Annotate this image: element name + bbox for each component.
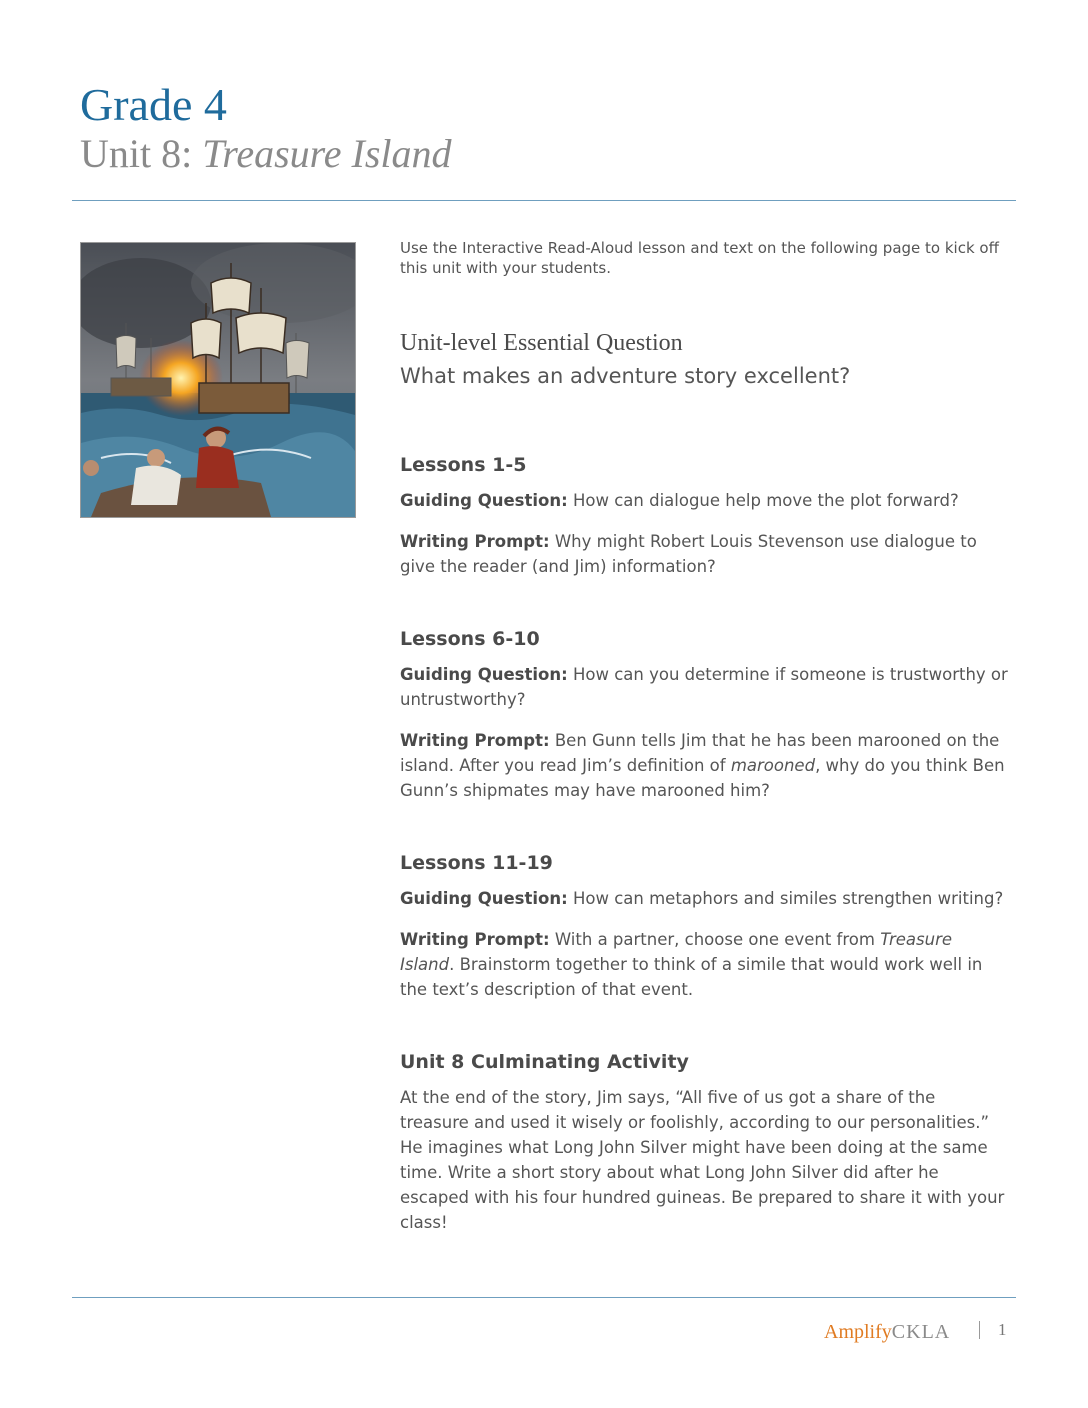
writing-prompt-label: Writing Prompt:: [400, 731, 550, 750]
writing-prompt-label: Writing Prompt:: [400, 532, 550, 551]
writing-prompt: [400, 529, 1008, 579]
section-heading: Lessons 6-10: [400, 628, 540, 650]
section-heading: Unit 8 Culminating Activity: [400, 1051, 689, 1073]
lessons-1-5-section: [400, 453, 1008, 579]
amplify-ckla-logo: [824, 1318, 950, 1345]
writing-prompt: [400, 927, 1008, 1002]
lessons-11-19-section: [400, 851, 1008, 1002]
writing-prompt-italic: Treasure Island: [400, 930, 953, 974]
essential-question-title: Unit-level Essential Question: [400, 330, 683, 356]
writing-prompt-text-a: With a partner, choose one event from: [549, 930, 881, 949]
writing-prompt-text-b: , why do you think Ben Gunn’s shipmates may have marooned him?: [400, 756, 1005, 800]
footer-divider: [72, 1297, 1016, 1298]
logo-ckla: CKLA: [891, 1321, 951, 1343]
main-content: [400, 238, 1008, 1235]
logo-amplify: Amplify: [824, 1321, 892, 1343]
section-heading: Lessons 1-5: [400, 454, 527, 476]
guiding-question: [400, 488, 1008, 513]
guiding-question-text: How can you determine if someone is trustworthy or untrustworthy?: [400, 665, 1008, 709]
guiding-question: [400, 886, 1008, 911]
unit-title: [80, 131, 452, 176]
page-number: 1: [998, 1320, 1007, 1339]
writing-prompt-text-b: . Brainstorm together to think of a simile that would work well in the text’s description of that event.: [400, 955, 983, 999]
unit-book-title: Treasure Island: [202, 131, 452, 176]
header-divider: [72, 200, 1016, 201]
guiding-question: [400, 662, 1008, 712]
section-heading: Lessons 11-19: [400, 852, 553, 874]
essential-question: What makes an adventure story excellent?: [400, 364, 851, 388]
guiding-question-text: How can dialogue help move the plot forward?: [567, 491, 959, 510]
guiding-question-label: Guiding Question:: [400, 889, 568, 908]
writing-prompt-label: Writing Prompt:: [400, 930, 550, 949]
writing-prompt-text-a: Ben Gunn tells Jim that he has been marooned on the island. After you read Jim’s definition of: [400, 731, 1000, 775]
pirate-ship-illustration: [80, 242, 356, 518]
writing-prompt-text: Why might Robert Louis Stevenson use dialogue to give the reader (and Jim) information?: [400, 532, 977, 576]
guiding-question-label: Guiding Question:: [400, 491, 568, 510]
lessons-6-10-section: [400, 627, 1008, 803]
grade-title: Grade 4: [80, 79, 227, 130]
unit-prefix: Unit 8:: [80, 131, 203, 176]
culminating-activity-text: At the end of the story, Jim says, “All five of us got a share of the treasure and used it wisely or foolishly, according to our personalities.” He imagines what Long John Silver might have been doing at the same time. Write a short story about what Long John Silver did after he escaped with his four hundred guineas. Be prepared to share it with your class!: [400, 1088, 1005, 1232]
guiding-question-text: How can metaphors and similes strengthen writing?: [567, 889, 1004, 908]
writing-prompt: [400, 728, 1008, 803]
intro-text: Use the Interactive Read-Aloud lesson and text on the following page to kick off this unit with your students.: [400, 239, 999, 277]
writing-prompt-italic: marooned: [730, 756, 816, 775]
culminating-activity-section: [400, 1050, 1008, 1235]
footer-separator: [979, 1321, 980, 1339]
guiding-question-label: Guiding Question:: [400, 665, 568, 684]
